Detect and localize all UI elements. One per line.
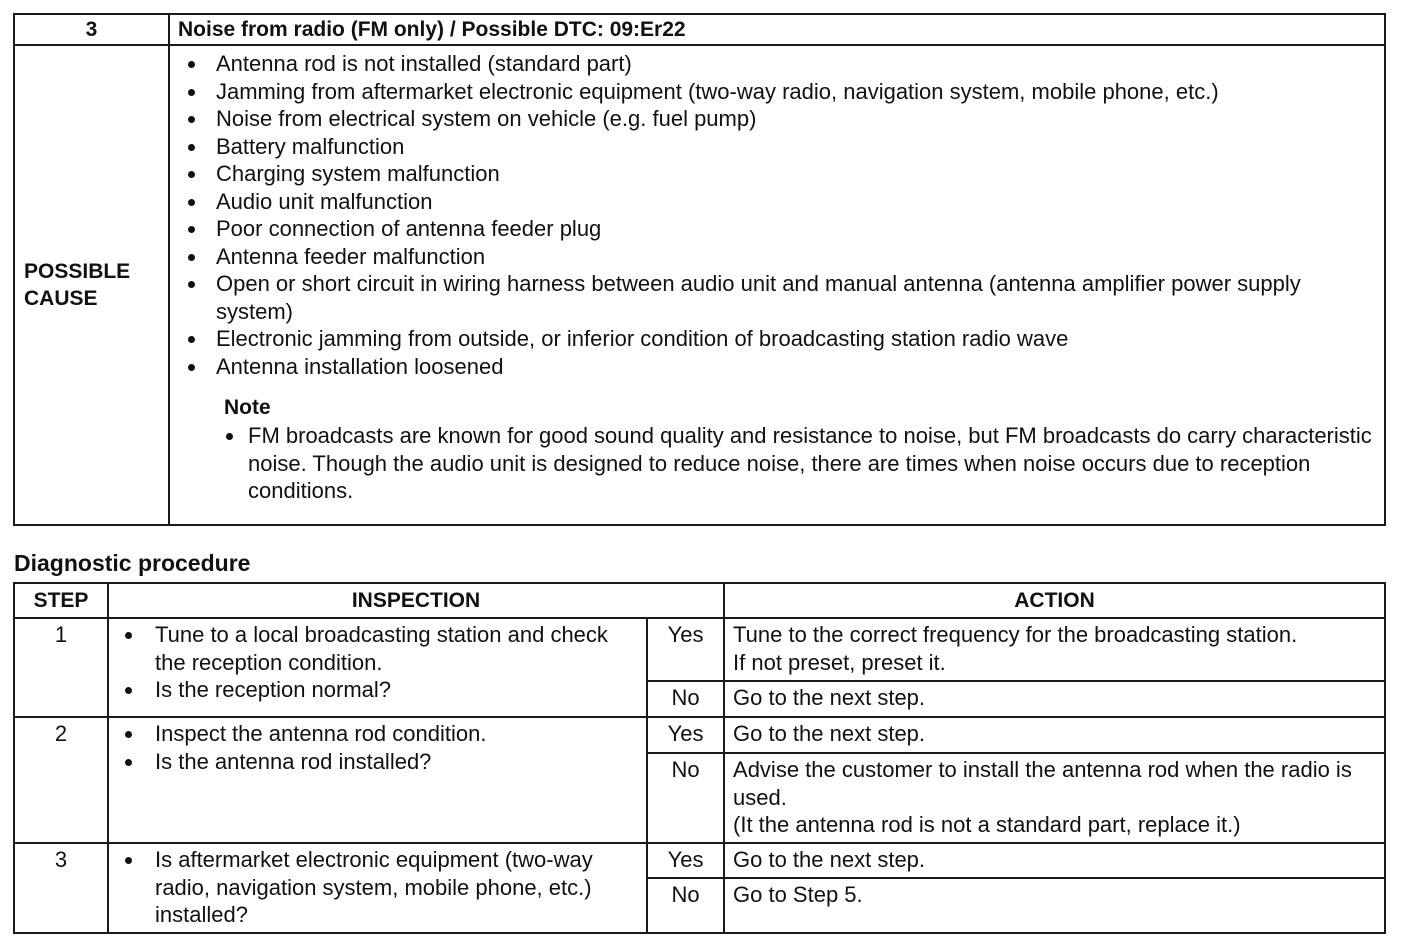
no-action-cell (724, 753, 1385, 843)
table-row (14, 843, 1385, 878)
inspection-cell (108, 717, 647, 843)
bullet-icon (188, 89, 195, 96)
no-action-cell (724, 878, 1385, 933)
cause-text: Audio unit malfunction (216, 188, 433, 214)
step-number: 1 (14, 618, 108, 717)
diagnostic-procedure-table (13, 582, 1386, 934)
inspection-text: Is the antenna rod installed? (155, 748, 432, 774)
inspection-cell (108, 843, 647, 933)
possible-cause-table (13, 13, 1386, 526)
list-item (123, 720, 640, 748)
list-item (186, 50, 1376, 78)
yes-label: Yes (647, 717, 724, 753)
inspection-list (123, 720, 640, 775)
yes-label: Yes (647, 843, 724, 878)
yes-action-cell (724, 618, 1385, 681)
no-label: No (647, 681, 724, 717)
note-text: FM broadcasts are known for good sound quality and resistance to noise, but FM broadcasts do carry characteristic noise. Though the audio unit is designed to reduce noise, there are times when noise occurs due to reception conditions. (248, 423, 1372, 503)
bullet-icon (188, 61, 195, 68)
bullet-icon (188, 336, 195, 343)
possible-cause-content (169, 45, 1385, 525)
symptom-title: Noise from radio (FM only) / Possible DTC: 09:Er22 (169, 14, 1385, 45)
table-row (14, 717, 1385, 753)
bullet-icon (125, 759, 132, 766)
note-block (186, 393, 1376, 505)
list-item (186, 133, 1376, 161)
section-heading: Diagnostic procedure (14, 550, 251, 576)
action-text: (It the antenna rod is not a standard part, replace it.) (733, 812, 1241, 837)
cause-text: Antenna feeder malfunction (216, 243, 486, 269)
inspection-header: INSPECTION (108, 583, 724, 618)
bullet-icon (125, 731, 132, 738)
bullet-icon (188, 171, 195, 178)
action-text: Tune to the correct frequency for the broadcasting station. (733, 622, 1298, 647)
action-text: Go to Step 5. (733, 882, 863, 907)
inspection-cell (108, 618, 647, 717)
action-text: If not preset, preset it. (733, 649, 946, 675)
possible-cause-label-line1: POSSIBLE (24, 260, 131, 283)
cause-text: Electronic jamming from outside, or inferior condition of broadcasting station radio wave (216, 326, 1069, 351)
list-item (186, 270, 1376, 325)
step-header: STEP (14, 583, 108, 618)
inspection-text: Is aftermarket electronic equipment (two-way radio, navigation system, mobile phone, etc.) installed? (155, 847, 593, 927)
action-text: Advise the customer to install the antenna rod when the radio is used. (733, 757, 1352, 810)
inspection-list (123, 846, 640, 929)
bullet-icon (188, 199, 195, 206)
cause-text: Poor connection of antenna feeder plug (216, 216, 602, 241)
action-text: Go to the next step. (733, 847, 926, 872)
no-label: No (647, 753, 724, 843)
list-item (224, 422, 1376, 505)
list-item (186, 188, 1376, 216)
bullet-icon (125, 857, 132, 864)
bullet-icon (188, 254, 195, 261)
no-label: No (647, 878, 724, 933)
list-item (186, 78, 1376, 106)
cause-text: Open or short circuit in wiring harness between audio unit and manual antenna (antenna amplifier power supply system) (216, 271, 1301, 324)
note-title: Note (224, 396, 271, 419)
cause-text: Antenna installation loosened (216, 353, 504, 379)
cause-text: Charging system malfunction (216, 161, 500, 186)
inspection-text: Inspect the antenna rod condition. (155, 721, 487, 746)
inspection-list (123, 621, 640, 704)
bullet-icon (226, 433, 233, 440)
table-row (14, 618, 1385, 681)
possible-cause-label (14, 45, 169, 525)
list-item (186, 325, 1376, 353)
cause-list (186, 50, 1376, 380)
action-text: Go to the next step. (733, 685, 926, 710)
cause-text: Jamming from aftermarket electronic equipment (two-way radio, navigation system, mobile phone, etc.) (216, 78, 1219, 104)
bullet-icon (188, 144, 195, 151)
list-item (186, 215, 1376, 243)
list-item (186, 243, 1376, 271)
bullet-icon (188, 226, 195, 233)
cause-table-body-row (14, 45, 1385, 525)
bullet-icon (188, 116, 195, 123)
bullet-icon (188, 364, 195, 371)
cause-text: Antenna rod is not installed (standard part) (216, 51, 632, 76)
inspection-text: Is the reception normal? (155, 677, 392, 702)
no-action-cell (724, 681, 1385, 717)
step-number: 3 (14, 843, 108, 933)
note-list (224, 422, 1376, 505)
list-item (123, 621, 640, 676)
inspection-text: Tune to a local broadcasting station and check the reception condition. (155, 622, 608, 675)
action-text: Go to the next step. (733, 721, 926, 746)
cause-table-header-row (14, 14, 1385, 45)
possible-cause-label-line2: CAUSE (24, 287, 98, 310)
list-item (123, 748, 640, 776)
list-item (186, 160, 1376, 188)
cause-text: Battery malfunction (216, 133, 405, 159)
bullet-icon (125, 632, 132, 639)
list-item (186, 105, 1376, 133)
action-header: ACTION (724, 583, 1385, 618)
yes-label: Yes (647, 618, 724, 681)
cause-text: Noise from electrical system on vehicle (e.g. fuel pump) (216, 106, 757, 131)
list-item (186, 353, 1376, 381)
procedure-header-row (14, 583, 1385, 618)
step-number: 2 (14, 717, 108, 843)
symptom-number: 3 (14, 14, 169, 45)
list-item (123, 676, 640, 704)
yes-action-cell (724, 717, 1385, 753)
list-item (123, 846, 640, 929)
bullet-icon (188, 281, 195, 288)
yes-action-cell (724, 843, 1385, 878)
bullet-icon (125, 687, 132, 694)
